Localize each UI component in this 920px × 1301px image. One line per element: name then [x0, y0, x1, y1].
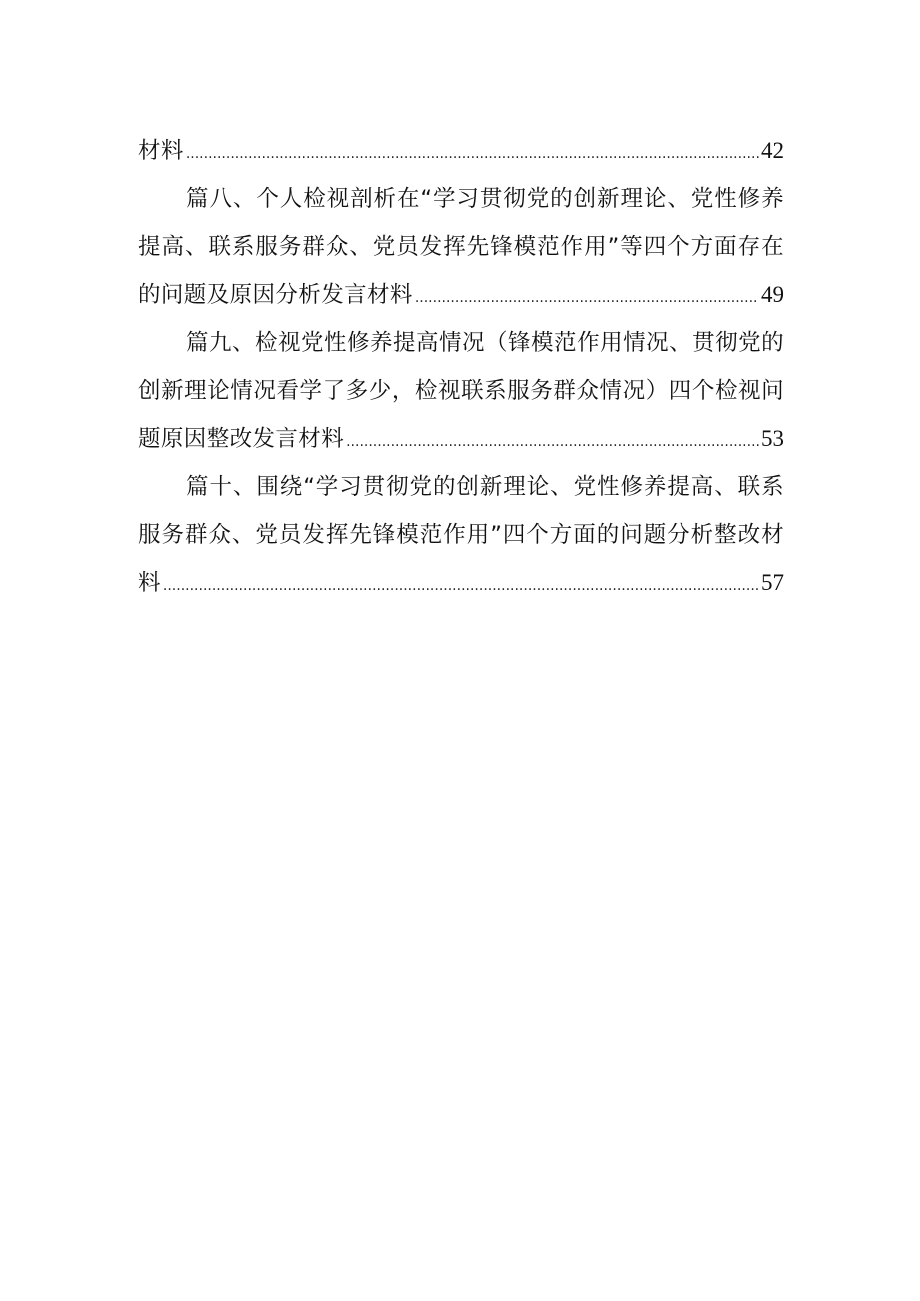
table-of-contents [138, 127, 784, 607]
toc-entry-text: 材料 [138, 138, 184, 164]
toc-entry-10[interactable] [138, 463, 784, 607]
toc-entry-line: 提高、联系服务群众、党员发挥先锋模范作用”等四个方面存在 [138, 234, 784, 260]
toc-entry-final-line [138, 271, 784, 319]
toc-entry-text: 料 [138, 570, 161, 596]
toc-entry-line: 服务群众、党员发挥先锋模范作用”四个方面的问题分析整改材 [138, 522, 784, 548]
dot-leader [163, 562, 759, 607]
dot-leader [415, 274, 759, 319]
dot-leader [346, 418, 759, 463]
toc-entry-continuation[interactable] [138, 127, 784, 175]
toc-entry-line: 篇九、检视党性修养提高情况（锋模范作用情况、贯彻党的 [186, 330, 784, 356]
toc-entry-line: 创新理论情况看学了多少，检视联系服务群众情况）四个检视问 [138, 378, 784, 404]
toc-entry-line: 篇八、个人检视剖析在“学习贯彻党的创新理论、党性修养 [186, 186, 784, 212]
toc-entry-line: 篇十、围绕“学习贯彻党的创新理论、党性修养提高、联系 [186, 474, 784, 500]
toc-entry-text: 的问题及原因分析发言材料 [138, 282, 413, 308]
toc-page-number: 42 [761, 138, 784, 163]
toc-page-number: 53 [761, 426, 784, 451]
dot-leader [186, 130, 759, 175]
toc-entry-final-line [138, 559, 784, 607]
toc-page-number: 57 [761, 570, 784, 595]
toc-page-number: 49 [761, 282, 784, 307]
toc-entry-text: 题原因整改发言材料 [138, 426, 345, 452]
toc-entry-9[interactable] [138, 319, 784, 463]
toc-entry-final-line [138, 415, 784, 463]
toc-entry-8[interactable] [138, 175, 784, 319]
